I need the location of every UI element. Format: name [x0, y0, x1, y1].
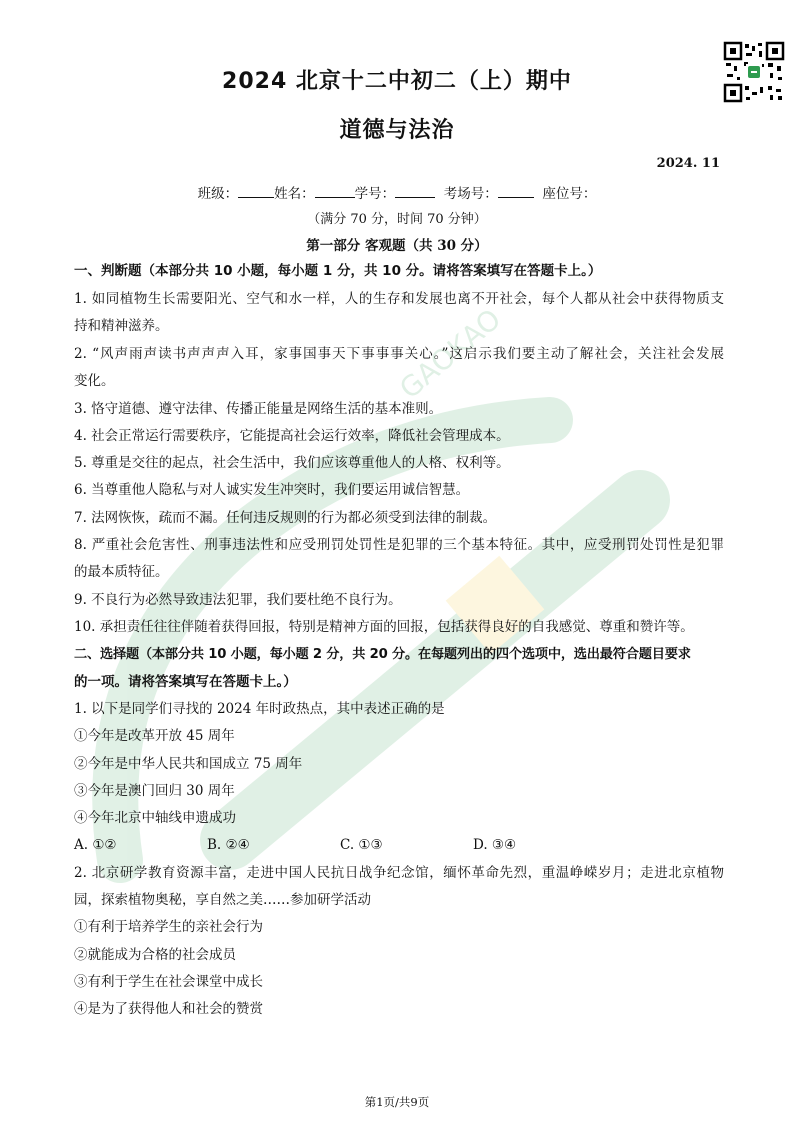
- student-id-label: 学号：: [354, 186, 396, 202]
- watermark-text: GAOKAO: [393, 302, 508, 406]
- judgment-line: 4. 社会正常运行需要秩序，它能提高社会运行效率，降低社会管理成本。: [74, 428, 510, 444]
- judgment-line: 8. 严重社会危害性、刑事违法性和应受刑罚处罚性是犯罪的三个基本特征。其中，应受刑罚处罚性是犯罪: [74, 537, 724, 553]
- judgment-line: 2. “风声雨声读书声声声入耳，家事国事天下事事事关心。”这启示我们要主动了解社会，关注社会发展: [74, 346, 724, 362]
- question-1-item: ④今年北京中轴线申遗成功: [74, 810, 236, 826]
- option-d: D. ③④: [473, 837, 517, 853]
- question-2-stem: 2. 北京研学教育资源丰富，走进中国人民抗日战争纪念馆，缅怀革命先烈，重温峥嵘岁月；走进北京植物: [74, 865, 724, 881]
- judgment-line: 变化。: [74, 373, 115, 389]
- question-1-stem: 1. 以下是同学们寻找的 2024 年时政热点，其中表述正确的是: [74, 701, 445, 717]
- judgment-line: 9. 不良行为必然导致违法犯罪，我们要杜绝不良行为。: [74, 592, 402, 608]
- judgment-line: 持和精神滋养。: [74, 318, 169, 334]
- judgment-line: 的最本质特征。: [74, 564, 169, 580]
- question-2-item: ②就能成为合格的社会成员: [74, 947, 236, 963]
- section2-heading: 二、选择题（本部分共 10 小题，每小题 2 分，共 20 分。在每题列出的四个选项中，选出最符合题目要求: [74, 647, 691, 662]
- page-number: 第1页/共9页: [364, 1095, 430, 1109]
- seat-label: 座位号：: [542, 186, 597, 202]
- exam-meta: （满分 70 分，时间 70 分钟）: [307, 212, 487, 227]
- section2-heading-cont: 的一项。请将答案填写在答题卡上。）: [74, 674, 297, 690]
- question-2-item: ①有利于培养学生的亲社会行为: [74, 919, 263, 935]
- exam-title: 2024 北京十二中初二（上）期中: [222, 69, 572, 94]
- question-2-stem-cont: 园，探索植物奥秘，享自然之美……参加研学活动: [74, 892, 371, 908]
- judgment-line: 5. 尊重是交往的起点，社会生活中，我们应该尊重他人的人格、权利等。: [74, 455, 510, 471]
- name-blank: [315, 184, 355, 198]
- class-blank: [238, 184, 274, 198]
- student-id-blank: [395, 184, 435, 198]
- exam-room-blank: [498, 184, 534, 198]
- judgment-line: 10. 承担责任往往伴随着获得回报，特别是精神方面的回报，包括获得良好的自我感觉、尊重和赞许等。: [74, 619, 694, 635]
- student-info-line: [0, 182, 794, 202]
- section1-heading: 一、判断题（本部分共 10 小题，每小题 1 分，共 10 分。请将答案填写在答题卡上。）: [74, 263, 602, 279]
- question-1-options: [74, 836, 724, 854]
- judgment-line: 1. 如同植物生长需要阳光、空气和水一样，人的生存和发展也离不开社会，每个人都从社会中获得物质支: [74, 291, 724, 307]
- exam-room-label: 考场号：: [443, 186, 498, 202]
- name-label: 姓名：: [274, 186, 315, 202]
- question-2-item: ④是为了获得他人和社会的赞赏: [74, 1001, 263, 1017]
- option-c: C. ①③: [340, 837, 383, 853]
- subject-title: 道德与法治: [339, 118, 455, 143]
- judgment-line: 6. 当尊重他人隐私与对人诚实发生冲突时，我们要运用诚信智慧。: [74, 482, 470, 498]
- exam-date: 2024. 11: [656, 156, 720, 171]
- question-2-item: ③有利于学生在社会课堂中成长: [74, 974, 263, 990]
- question-1-item: ①今年是改革开放 45 周年: [74, 728, 235, 744]
- class-label: 班级：: [197, 186, 239, 202]
- option-a: A. ①②: [74, 837, 117, 853]
- part-title: 第一部分 客观题（共 30 分）: [306, 238, 488, 254]
- judgment-line: 3. 恪守道德、遵守法律、传播正能量是网络生活的基本准则。: [74, 401, 443, 417]
- question-1-item: ③今年是澳门回归 30 周年: [74, 783, 235, 799]
- question-1-item: ②今年是中华人民共和国成立 75 周年: [74, 756, 303, 772]
- judgment-line: 7. 法网恢恢，疏而不漏。任何违反规则的行为都必须受到法律的制裁。: [74, 510, 497, 526]
- option-b: B. ②④: [207, 837, 250, 853]
